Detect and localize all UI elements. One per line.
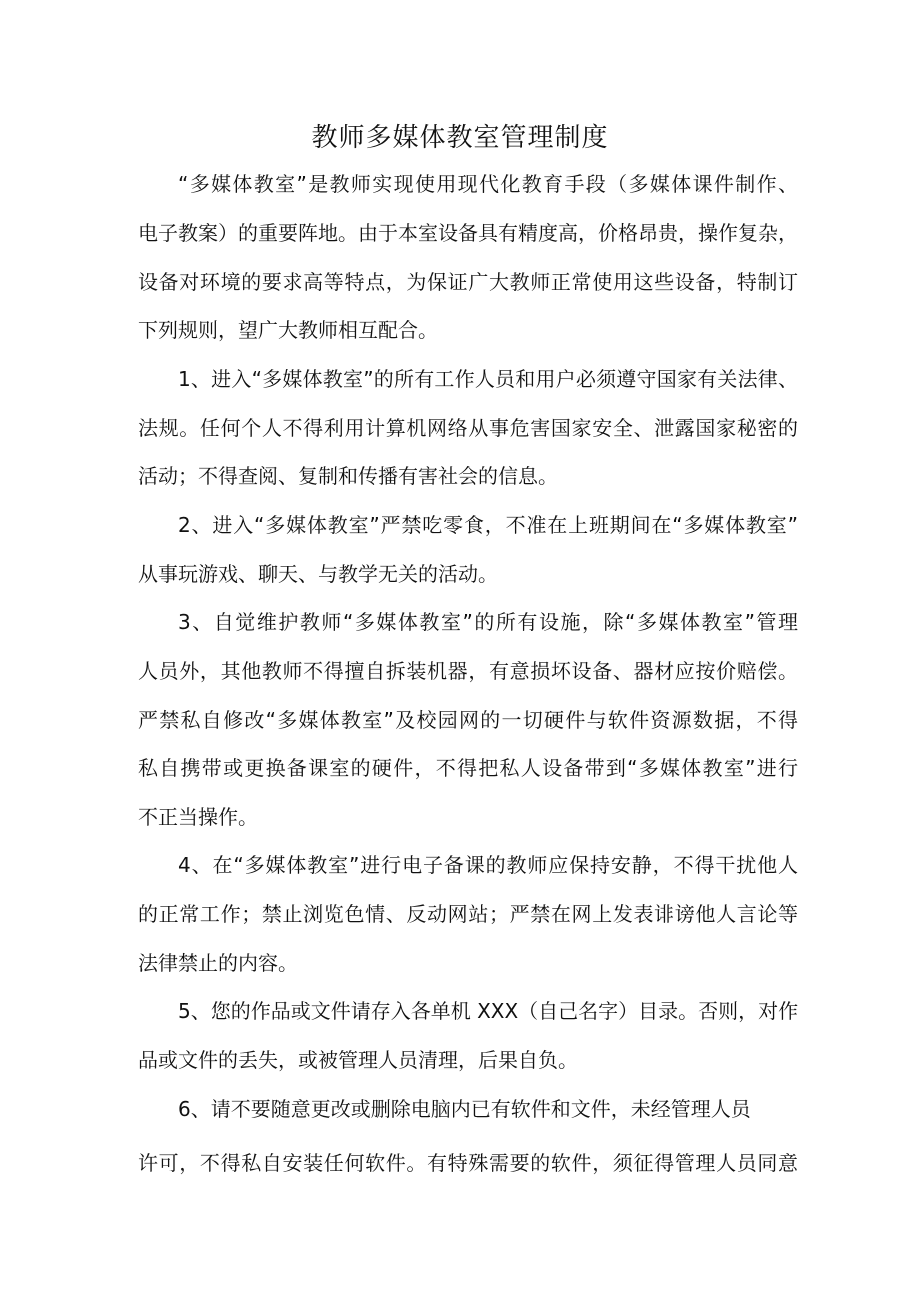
rule-3-line-2: 人员外，其他教师不得擅自拆装机器，有意损坏设备、器材应按价赔偿。 [138, 659, 798, 683]
rule-1-line-2: 法规。任何个人不得利用计算机网络从事危害国家安全、泄露国家秘密的 [138, 416, 798, 440]
rule-5-line-2: 品或文件的丢失，或被管理人员清理，后果自负。 [138, 1048, 578, 1072]
rule-4-line-3: 法律禁止的内容。 [138, 951, 298, 975]
intro-line-3: 设备对环境的要求高等特点，为保证广大教师正常使用这些设备，特制订 [138, 270, 798, 294]
rule-6-line-1: 6、请不要随意更改或删除电脑内已有软件和文件，未经管理人员 [178, 1097, 751, 1121]
intro-line-4: 下列规则，望广大教师相互配合。 [138, 318, 438, 342]
rule-4-line-1: 4、在“多媒体教室”进行电子备课的教师应保持安静，不得干扰他人 [178, 853, 798, 877]
rule-2-line-2: 从事玩游戏、聊天、与教学无关的活动。 [138, 562, 498, 586]
rule-1-line-3: 活动；不得查阅、复制和传播有害社会的信息。 [138, 464, 558, 488]
rule-1-line-1: 1、进入“多媒体教室”的所有工作人员和用户必须遵守国家有关法律、 [178, 367, 798, 391]
intro-line-2: 电子教案）的重要阵地。由于本室设备具有精度高，价格昂贵，操作复杂， [138, 221, 798, 245]
rule-5-line-1: 5、您的作品或文件请存入各单机 XXX（自己名字）目录。否则，对作 [178, 999, 799, 1023]
rule-3-line-5: 不正当操作。 [138, 805, 258, 829]
intro-line-1: “多媒体教室”是教师实现使用现代化教育手段（多媒体课件制作、 [178, 172, 798, 196]
rule-3-line-3: 严禁私自修改“多媒体教室”及校园网的一切硬件与软件资源数据，不得 [138, 708, 798, 732]
rule-3-line-1: 3、自觉维护教师“多媒体教室”的所有设施，除“多媒体教室”管理 [178, 610, 798, 634]
rule-3-line-4: 私自携带或更换备课室的硬件，不得把私人设备带到“多媒体教室”进行 [138, 756, 798, 780]
rule-6-line-2: 许可，不得私自安装任何软件。有特殊需要的软件，须征得管理人员同意 [138, 1151, 798, 1175]
rule-2-line-1: 2、进入“多媒体教室”严禁吃零食，不准在上班期间在“多媒体教室” [178, 513, 798, 537]
rule-4-line-2: 的正常工作；禁止浏览色情、反动网站；严禁在网上发表诽谤他人言论等 [138, 902, 798, 926]
document-title: 教师多媒体教室管理制度 [311, 123, 609, 153]
